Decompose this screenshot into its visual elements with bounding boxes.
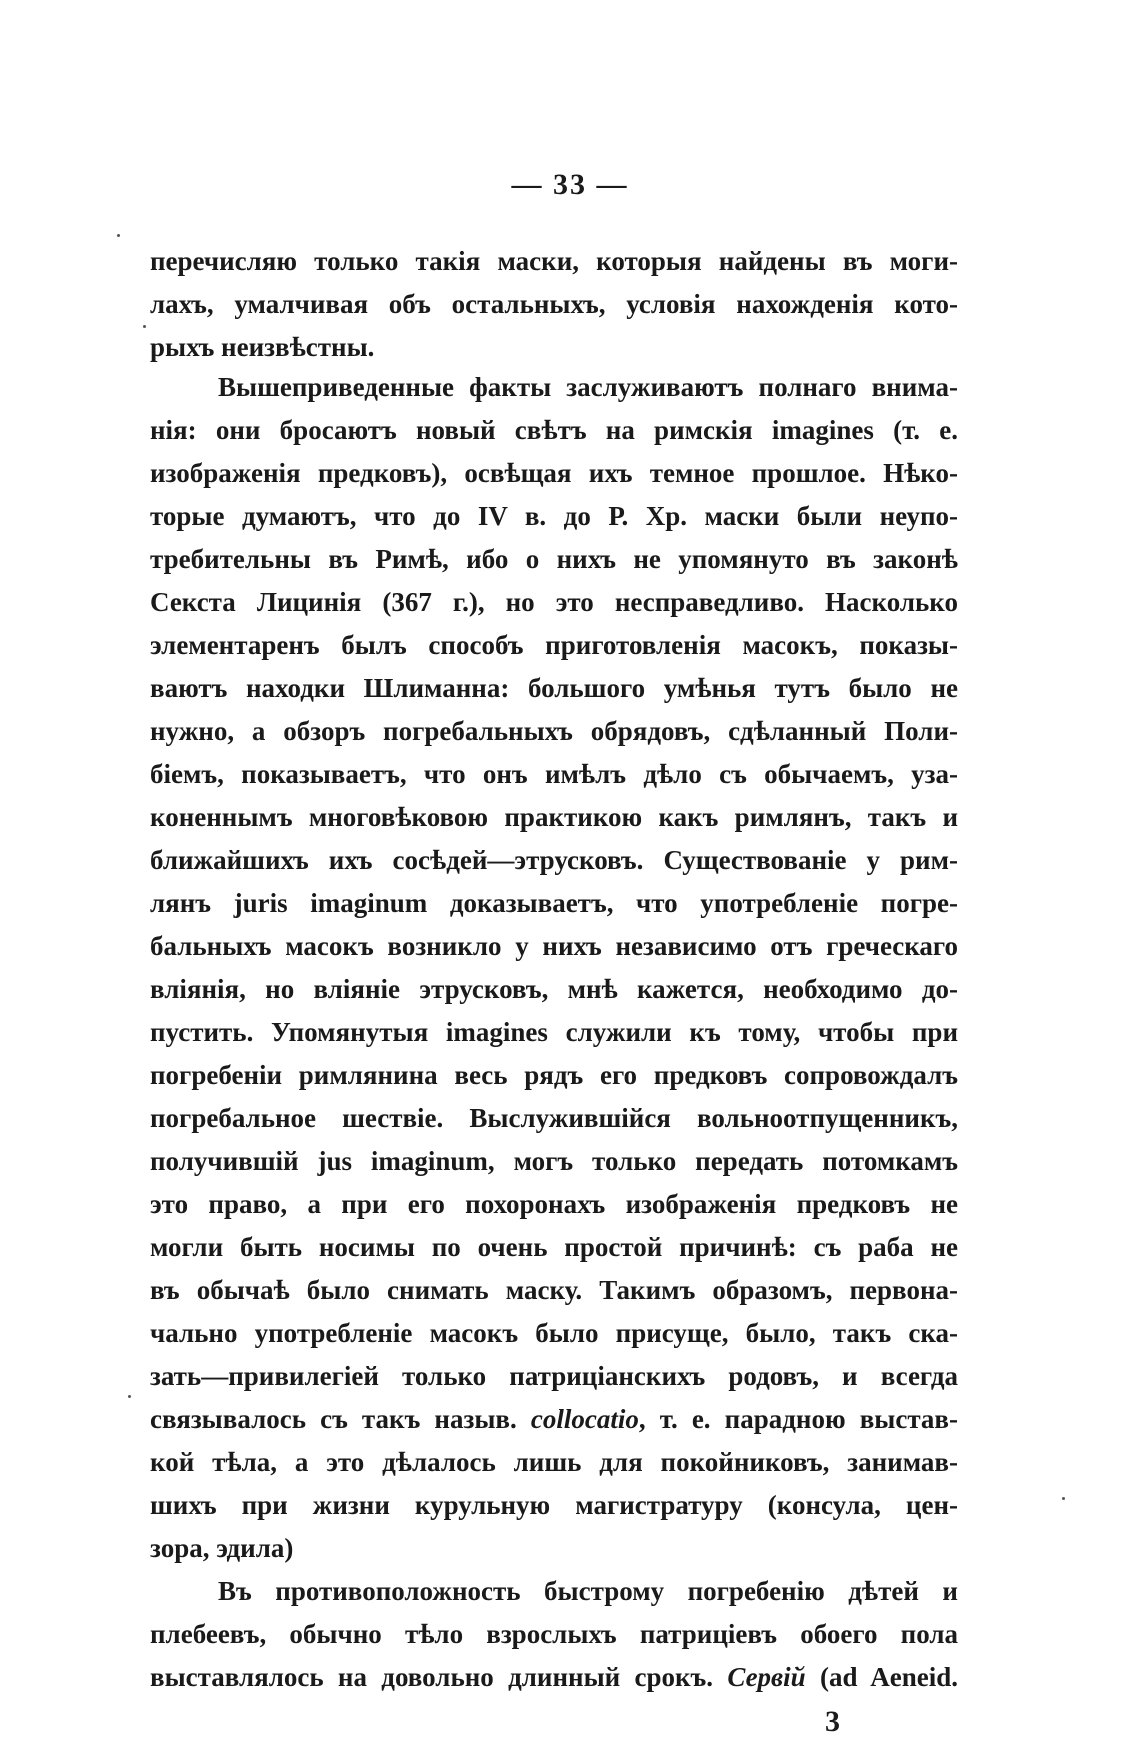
text-line: лахъ, умалчивая объ остальныхъ, условія нахожденія кото- xyxy=(150,289,958,319)
text-line: торые думаютъ, что до IV в. до Р. Хр. маски были неупо- xyxy=(150,501,958,531)
text-segment: , т. е. парадною выстав- xyxy=(638,1404,958,1434)
text-line: элементаренъ былъ способъ приготовленія масокъ, показы- xyxy=(150,630,958,660)
text-line: шихъ при жизни курульную магистратуру (консула, цен- xyxy=(150,1490,958,1520)
print-speck xyxy=(143,325,146,328)
text-line: лянъ juris imaginum доказываетъ, что употребленіе погре- xyxy=(150,888,958,918)
text-line: погребальное шествіе. Выслужившійся вольноотпущенникъ, xyxy=(150,1103,958,1133)
print-speck xyxy=(128,1395,131,1398)
text-line: получившій jus imaginum, могъ только передать потомкамъ xyxy=(150,1146,958,1176)
text-line: пустить. Упомянутыя imagines служили къ тому, чтобы при xyxy=(150,1017,958,1047)
paragraph-2 xyxy=(150,366,958,1570)
text-line: бальныхъ масокъ возникло у нихъ независимо отъ греческаго xyxy=(150,931,958,961)
text-line: нужно, а обзоръ погребальныхъ обрядовъ, сдѣланный Поли- xyxy=(150,716,958,746)
latin-term-collocatio: collocatio xyxy=(530,1404,639,1434)
text-line: зора, эдила) xyxy=(150,1533,294,1563)
text-line: изображенія предковъ), освѣщая ихъ темное прошлое. Нѣко- xyxy=(150,458,958,488)
paragraph-1 xyxy=(150,240,958,369)
text-line: ближайшихъ ихъ сосѣдей—этрусковъ. Существованіе у рим- xyxy=(150,845,958,875)
text-line: могли быть носимы по очень простой причинѣ: съ раба не xyxy=(150,1232,958,1262)
text-segment: связывалось съ такъ назыв. xyxy=(150,1404,517,1434)
text-line: погребеніи римлянина весь рядъ его предковъ сопровождалъ xyxy=(150,1060,958,1090)
text-line: кой тѣла, а это дѣлалось лишь для покойниковъ, занимав- xyxy=(150,1447,958,1477)
text-line: нія: они бросаютъ новый свѣтъ на римскія imagines (т. е. xyxy=(150,415,958,445)
text-segment: (ad Aeneid. xyxy=(819,1662,958,1692)
text-line: зать—привилегіей только патриціанскихъ родовъ, и всегда xyxy=(150,1361,958,1391)
paragraph-3 xyxy=(150,1570,958,1699)
text-line: біемъ, показываетъ, что онъ имѣлъ дѣло съ обычаемъ, уза- xyxy=(150,759,958,789)
text-line: Секста Лицинія (367 г.), но это несправедливо. Насколько xyxy=(150,587,958,617)
text-line: это право, а при его похоронахъ изображенія предковъ не xyxy=(150,1189,958,1219)
text-segment: выставлялось на довольно длинный срокъ. xyxy=(150,1662,714,1692)
text-line: плебеевъ, обычно тѣло взрослыхъ патриціевъ обоего пола xyxy=(150,1619,958,1649)
print-speck xyxy=(117,234,120,237)
text-line: чально употребленіе масокъ было присуще, было, такъ ска- xyxy=(150,1318,958,1348)
text-line: Въ противоположность быстрому погребенію дѣтей и xyxy=(218,1576,958,1606)
text-line: ваютъ находки Шлиманна: большого умѣнья тутъ было не xyxy=(150,673,958,703)
signature-mark: 3 xyxy=(825,1705,840,1738)
text-line: коненнымъ многовѣковою практикою какъ римлянъ, такъ и xyxy=(150,802,958,832)
author-name-servius: Сервій xyxy=(727,1662,806,1692)
text-line: перечисляю только такія маски, которыя найдены въ моги- xyxy=(150,246,958,276)
print-speck xyxy=(1062,1497,1065,1500)
text-line-mixed xyxy=(150,1656,958,1699)
text-line: требительны въ Римѣ, ибо о нихъ не упомянуто въ законѣ xyxy=(150,544,958,574)
text-line: въ обычаѣ было снимать маску. Такимъ образомъ, первона- xyxy=(150,1275,958,1305)
page-number: — 33 — xyxy=(511,168,629,201)
text-line: вліянія, но вліяніе этрусковъ, мнѣ кажется, необходимо до- xyxy=(150,974,958,1004)
text-line: Вышеприведенные факты заслуживаютъ полнаго внима- xyxy=(218,372,958,402)
text-line-mixed xyxy=(150,1398,958,1441)
text-line: рыхъ неизвѣстны. xyxy=(150,332,375,362)
